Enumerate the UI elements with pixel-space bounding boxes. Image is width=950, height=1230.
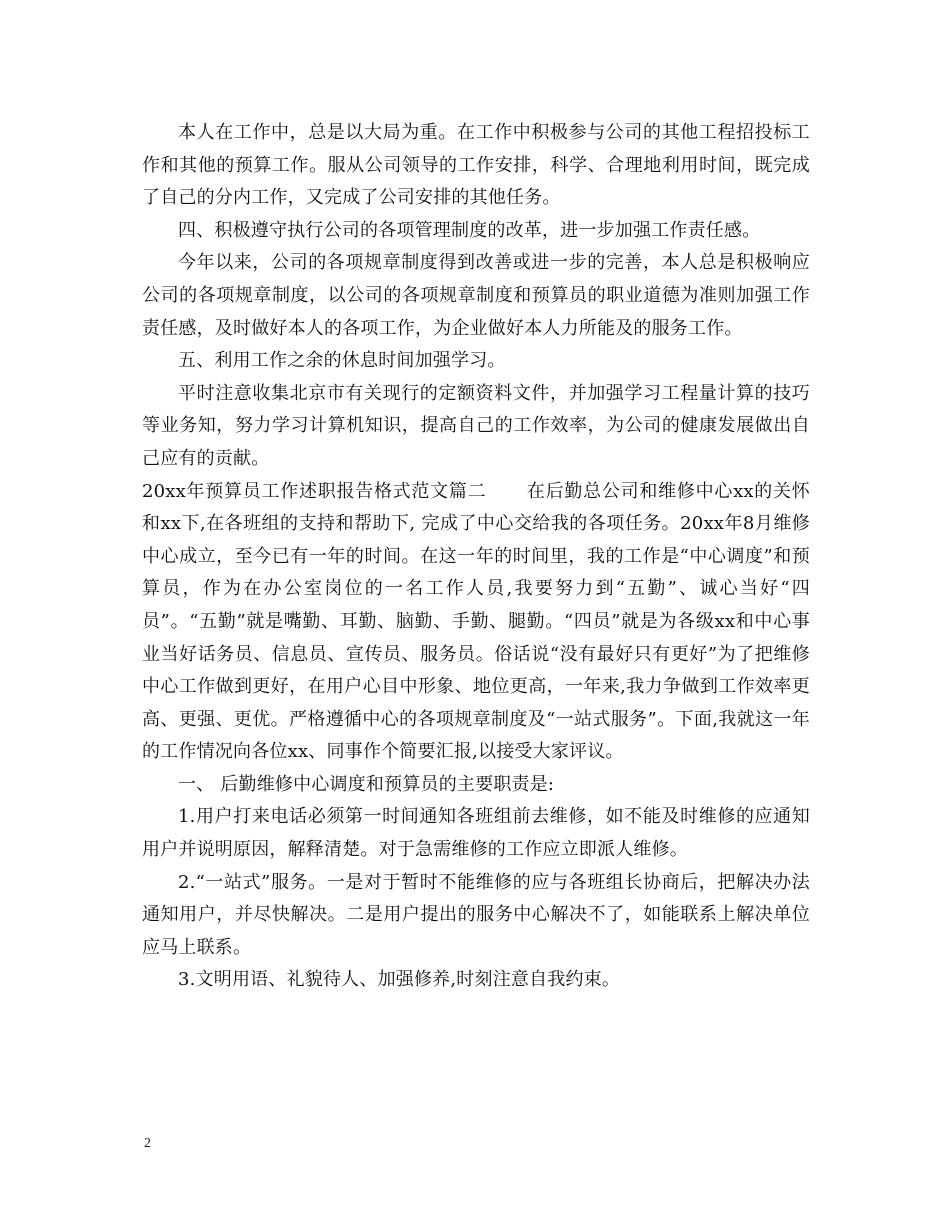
page-number: 2 <box>144 1136 151 1151</box>
article-intro-text: 在后勤总公司和维修中心xx的关怀和xx下,在各班组的支持和帮助下, 完成了中心交给我的各项任务。20xx年8月维修中心成立，至今已有一年的时间。在这一年的时间里，我的工作是“中心调度”和预算员，作为在办公室岗位的一名工作人员,我要努力到“五勤”、诚心当好“四员”。“五勤”就是嘴勤、耳勤、脑勤、手勤、腿勤。“四员”就是为各级xx和中心事业当好话务员、信息员、宣传员、服务员。俗话说“没有最好只有更好”为了把维修中心工作做到更好，在用户心目中形象、地位更高，一年来,我力争做到工作效率更高、更强、更优。严格遵循中心的各项规章制度及“一站式服务”。下面,我就这一年的工作情况向各位xx、同事作个简要汇报,以接受大家评议。 <box>142 480 810 763</box>
list-item: 1.用户打来电话必须第一时间通知各班组前去维修，如不能及时维修的应通知用户并说明原因，解释清楚。对于急需维修的工作应立即派人维修。 <box>142 806 810 861</box>
section-heading: 五、利用工作之余的休息时间加强学习。 <box>178 350 506 372</box>
document-body <box>142 117 810 997</box>
article-title: 20xx年预算员工作述职报告格式范文篇二 <box>142 480 487 502</box>
paragraph: 本人在工作中，总是以大局为重。在工作中积极参与公司的其他工程招投标工作和其他的预算工作。服从公司领导的工作安排，科学、合理地利用时间，既完成了自己的分内工作，又完成了公司安排的其他任务。 <box>142 122 810 209</box>
section-heading: 四、积极遵守执行公司的各项管理制度的改革，进一步加强工作责任感。 <box>178 219 761 241</box>
list-item: 3.文明用语、礼貌待人、加强修养,时刻注意自我约束。 <box>178 969 621 991</box>
list-item: 2.“一站式”服务。一是对于暂时不能维修的应与各班组长协商后，把解决办法通知用户，并尽快解决。二是用户提出的服务中心解决不了，如能联系上解决单位应马上联系。 <box>142 871 810 958</box>
article-intro-paragraph <box>142 476 810 769</box>
paragraph: 今年以来，公司的各项规章制度得到改善或进一步的完善，本人总是积极响应公司的各项规章制度，以公司的各项规章制度和预算员的职业道德为准则加强工作责任感，及时做好本人的各项工作，为企业做好本人力所能及的服务工作。 <box>142 252 810 339</box>
section-heading: 一、 后勤维修中心调度和预算员的主要职责是: <box>178 773 555 795</box>
paragraph: 平时注意收集北京市有关现行的定额资料文件，并加强学习工程量计算的技巧等业务知，努力学习计算机知识，提高自己的工作效率，为公司的健康发展做出自己应有的贡献。 <box>142 382 810 469</box>
